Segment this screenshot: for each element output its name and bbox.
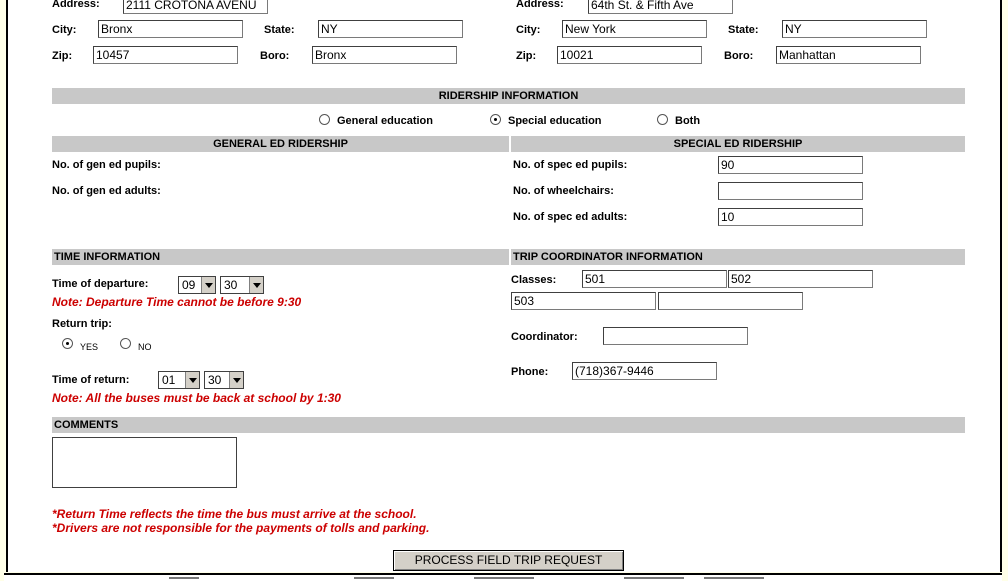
special-ed-ridership-header: SPECIAL ED RIDERSHIP bbox=[511, 136, 965, 152]
cropped-content bbox=[704, 577, 764, 579]
spec-ed-pupils-label: No. of spec ed pupils: bbox=[513, 159, 628, 171]
spec-ed-adults-field[interactable]: 10 bbox=[718, 208, 863, 226]
right-boro-field[interactable]: Manhattan bbox=[776, 46, 921, 64]
cropped-content bbox=[474, 577, 534, 579]
wheelchairs-label: No. of wheelchairs: bbox=[513, 185, 614, 197]
chevron-down-icon bbox=[185, 372, 199, 388]
return-minute-value: 30 bbox=[208, 373, 222, 387]
ridership-header: RIDERSHIP INFORMATION bbox=[52, 88, 965, 104]
phone-field[interactable]: (718)367-9446 bbox=[572, 362, 717, 380]
next-panel-edge bbox=[4, 573, 1002, 581]
comments-textarea[interactable] bbox=[52, 437, 237, 488]
departure-minute-select[interactable] bbox=[220, 276, 264, 294]
class-field-2[interactable]: 502 bbox=[728, 270, 873, 288]
cropped-content bbox=[354, 577, 394, 579]
spec-ed-pupils-field[interactable]: 90 bbox=[718, 156, 863, 174]
return-time-label: Time of return: bbox=[52, 374, 130, 386]
left-address-field[interactable]: 2111 CROTONA AVENU bbox=[123, 0, 268, 14]
class-field-4[interactable] bbox=[658, 292, 803, 310]
left-boro-label: Boro: bbox=[260, 50, 290, 62]
cropped-content bbox=[169, 577, 199, 579]
radio-special-education-label: Special education bbox=[508, 115, 602, 127]
trip-coordinator-header: TRIP COORDINATOR INFORMATION bbox=[511, 249, 965, 265]
right-city-field[interactable]: New York bbox=[562, 20, 707, 38]
departure-hour-value: 09 bbox=[182, 278, 196, 292]
class-field-3[interactable]: 503 bbox=[511, 292, 656, 310]
time-information-header: TIME INFORMATION bbox=[52, 249, 509, 265]
right-city-label: City: bbox=[516, 24, 541, 36]
right-zip-field[interactable]: 10021 bbox=[557, 46, 702, 64]
spec-ed-adults-label: No. of spec ed adults: bbox=[513, 211, 628, 223]
right-address-field[interactable]: 64th St. & Fifth Ave bbox=[588, 0, 733, 14]
chevron-down-icon bbox=[249, 277, 263, 293]
radio-both[interactable] bbox=[657, 114, 668, 125]
departure-note: Note: Departure Time cannot be before 9:30 bbox=[52, 295, 302, 309]
right-boro-label: Boro: bbox=[724, 50, 754, 62]
chevron-down-icon bbox=[201, 277, 215, 293]
radio-general-education[interactable] bbox=[319, 114, 330, 125]
left-boro-field[interactable]: Bronx bbox=[312, 46, 457, 64]
left-zip-label: Zip: bbox=[52, 50, 73, 62]
radio-special-education[interactable] bbox=[490, 114, 501, 125]
return-trip-no-label: NO bbox=[138, 342, 152, 352]
wheelchairs-field[interactable] bbox=[718, 182, 863, 200]
return-trip-no-radio[interactable] bbox=[120, 338, 131, 349]
phone-label: Phone: bbox=[511, 366, 549, 378]
process-field-trip-button[interactable]: PROCESS FIELD TRIP REQUEST bbox=[393, 550, 624, 571]
return-time-footnote: *Return Time reflects the time the bus must arrive at the school. bbox=[52, 507, 417, 521]
return-trip-yes-label: YES bbox=[80, 342, 99, 352]
field-trip-form bbox=[6, 0, 1002, 572]
return-trip-yes-radio[interactable] bbox=[62, 338, 73, 349]
coordinator-label: Coordinator: bbox=[511, 331, 578, 343]
right-state-field[interactable]: NY bbox=[782, 20, 927, 38]
left-address-label: Address: bbox=[52, 0, 100, 10]
cropped-content bbox=[624, 577, 684, 579]
left-zip-field[interactable]: 10457 bbox=[93, 46, 238, 64]
departure-time-label: Time of departure: bbox=[52, 278, 149, 290]
left-city-field[interactable]: Bronx bbox=[98, 20, 243, 38]
chevron-down-icon bbox=[229, 372, 243, 388]
departure-minute-value: 30 bbox=[224, 278, 238, 292]
gen-ed-pupils-label: No. of gen ed pupils: bbox=[52, 159, 161, 171]
return-minute-select[interactable] bbox=[204, 371, 244, 389]
left-state-label: State: bbox=[264, 24, 295, 36]
coordinator-field[interactable] bbox=[603, 327, 748, 345]
drivers-footnote: *Drivers are not responsible for the payments of tolls and parking. bbox=[52, 521, 430, 535]
return-hour-select[interactable] bbox=[158, 371, 200, 389]
general-ed-ridership-header: GENERAL ED RIDERSHIP bbox=[52, 136, 509, 152]
comments-header: COMMENTS bbox=[52, 417, 965, 433]
left-city-label: City: bbox=[52, 24, 77, 36]
class-field-1[interactable]: 501 bbox=[582, 270, 727, 288]
return-trip-label: Return trip: bbox=[52, 318, 112, 330]
left-state-field[interactable]: NY bbox=[318, 20, 463, 38]
radio-general-education-label: General education bbox=[337, 115, 433, 127]
gen-ed-adults-label: No. of gen ed adults: bbox=[52, 185, 161, 197]
right-address-label: Address: bbox=[516, 0, 564, 10]
right-zip-label: Zip: bbox=[516, 50, 537, 62]
radio-both-label: Both bbox=[675, 115, 701, 127]
departure-hour-select[interactable] bbox=[178, 276, 216, 294]
classes-label: Classes: bbox=[511, 274, 557, 286]
return-hour-value: 01 bbox=[162, 373, 176, 387]
right-state-label: State: bbox=[728, 24, 759, 36]
return-note: Note: All the buses must be back at school by 1:30 bbox=[52, 391, 341, 405]
